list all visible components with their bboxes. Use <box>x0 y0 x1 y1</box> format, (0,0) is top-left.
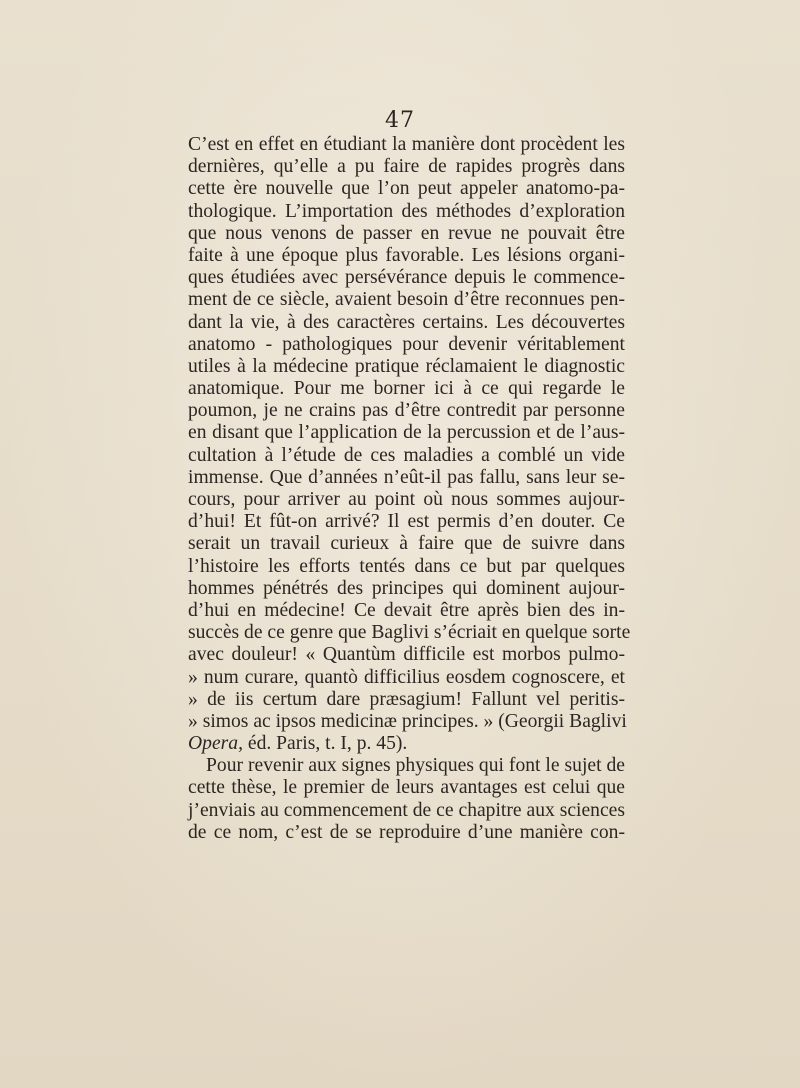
text-line: dant la vie, à des caractères certains. Les découvertes <box>188 311 625 333</box>
text-line: thologique. L’importation des méthodes d’exploration <box>188 200 625 222</box>
text-line: avec douleur! « Quantùm difficile est morbos pulmo- <box>188 644 625 666</box>
text-line: hommes pénétrés des principes qui dominent aujour- <box>188 577 625 599</box>
text-line: » de iis certum dare præsagium! Fallunt vel peritis- <box>188 688 625 710</box>
text-line: l’histoire les efforts tentés dans ce but par quelques <box>188 555 625 577</box>
text-line: anatomo - pathologiques pour devenir véritablement <box>188 333 625 355</box>
text-line: C’est en effet en étudiant la manière dont procèdent les <box>188 134 625 155</box>
text-line: que nous venons de passer en revue ne pouvait être <box>188 222 625 244</box>
italic-title: Opera, <box>188 733 243 755</box>
text-line: dernières, qu’elle a pu faire de rapides progrès dans <box>188 156 625 178</box>
text-line: cette thèse, le premier de leurs avantages est celui que <box>188 777 625 799</box>
text-line: d’hui! Et fût-on arrivé? Il est permis d’en douter. Ce <box>188 511 625 533</box>
paragraph-2 <box>188 755 625 844</box>
paragraph-1 <box>188 134 631 755</box>
text-line: poumon, je ne crains pas d’être contredit par personne <box>188 400 625 422</box>
text-line: succès de ce genre que Baglivi s’écriait en quelque sorte <box>188 622 631 644</box>
body-text <box>188 134 631 844</box>
text-line: cultation à l’étude de ces maladies a comblé un vide <box>188 444 625 466</box>
text-line: anatomique. Pour me borner ici à ce qui regarde le <box>188 378 625 400</box>
text-line: utiles à la médecine pratique réclamaient le diagnostic <box>188 355 625 377</box>
text-line: serait un travail curieux à faire que de suivre dans <box>188 533 625 555</box>
text-line: faite à une époque plus favorable. Les lésions organi- <box>188 244 625 266</box>
text-line: ques étudiées avec persévérance depuis le commence- <box>188 267 625 289</box>
text-line: » num curare, quantò difficilius eosdem cognoscere, et <box>188 666 625 688</box>
text-line: j’enviais au commencement de ce chapitre aux sciences <box>188 799 625 821</box>
citation-text: éd. Paris, t. I, p. 45). <box>242 733 408 755</box>
text-line-final <box>188 733 625 755</box>
text-line: Pour revenir aux signes physiques qui font le sujet de <box>206 755 625 777</box>
text-line: ment de ce siècle, avaient besoin d’être reconnues pen- <box>188 289 625 311</box>
text-line: immense. Que d’années n’eût-il pas fallu, sans leur se- <box>188 466 625 488</box>
text-line: cette ère nouvelle que l’on peut appeler anatomo-pa- <box>188 178 625 200</box>
text-line: en disant que l’application de la percussion et de l’aus- <box>188 422 625 444</box>
text-line: de ce nom, c’est de se reproduire d’une manière con- <box>188 821 625 843</box>
text-line: » simos ac ipsos medicinæ principes. » (Georgii Baglivi <box>188 710 627 732</box>
text-line: d’hui en médecine! Ce devait être après bien des in- <box>188 599 625 621</box>
text-line: cours, pour arriver au point où nous sommes aujour- <box>188 489 625 510</box>
page-number: 47 <box>385 108 415 133</box>
